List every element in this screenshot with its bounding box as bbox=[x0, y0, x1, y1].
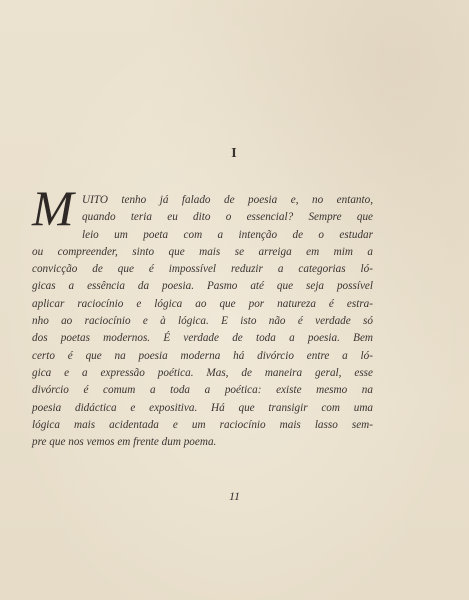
text-line: aplicar raciocínio e lógica ao que por natureza é estra- bbox=[32, 297, 373, 310]
text-line: divórcio é comum a toda a poética: existe mesmo na bbox=[32, 384, 373, 397]
text-line: dos poetas modernos. É verdade de toda a poesia. Bem bbox=[32, 332, 373, 345]
text-line: poesia didáctica e expositiva. Há que transigir com uma bbox=[32, 401, 373, 414]
text-line: UITO tenho já falado de poesia e, no entanto, bbox=[82, 194, 373, 206]
text-line: gica e a expressão poética. Mas, de maneira geral, esse bbox=[32, 366, 373, 379]
text-line: certo é que na poesia moderna há divórcio entre a ló- bbox=[32, 349, 373, 362]
text-line: gicas a essência da poesia. Pasmo até que seja possível bbox=[32, 280, 373, 293]
text-line: ou compreender, sinto que mais se arreiga em mim a bbox=[32, 245, 373, 258]
chapter-number: I bbox=[231, 146, 238, 161]
text-line: nho ao raciocínio e à lógica. E isto não é verdade só bbox=[32, 315, 373, 328]
text-line: convicção de que é impossível reduzir a categorias ló- bbox=[32, 263, 373, 276]
text-line: pre que nos vemos em frente dum poema. bbox=[32, 436, 217, 449]
text-line: leio um poeta com a intenção de o estudar bbox=[82, 228, 373, 241]
text-line: lógica mais acidentada e um raciocínio mais lasso sem- bbox=[32, 418, 373, 431]
body-paragraph bbox=[32, 192, 373, 451]
drop-cap-letter: M bbox=[32, 180, 74, 236]
text-line: quando teria eu dito o essencial? Sempre que bbox=[82, 211, 373, 224]
page-number: 11 bbox=[228, 489, 241, 503]
